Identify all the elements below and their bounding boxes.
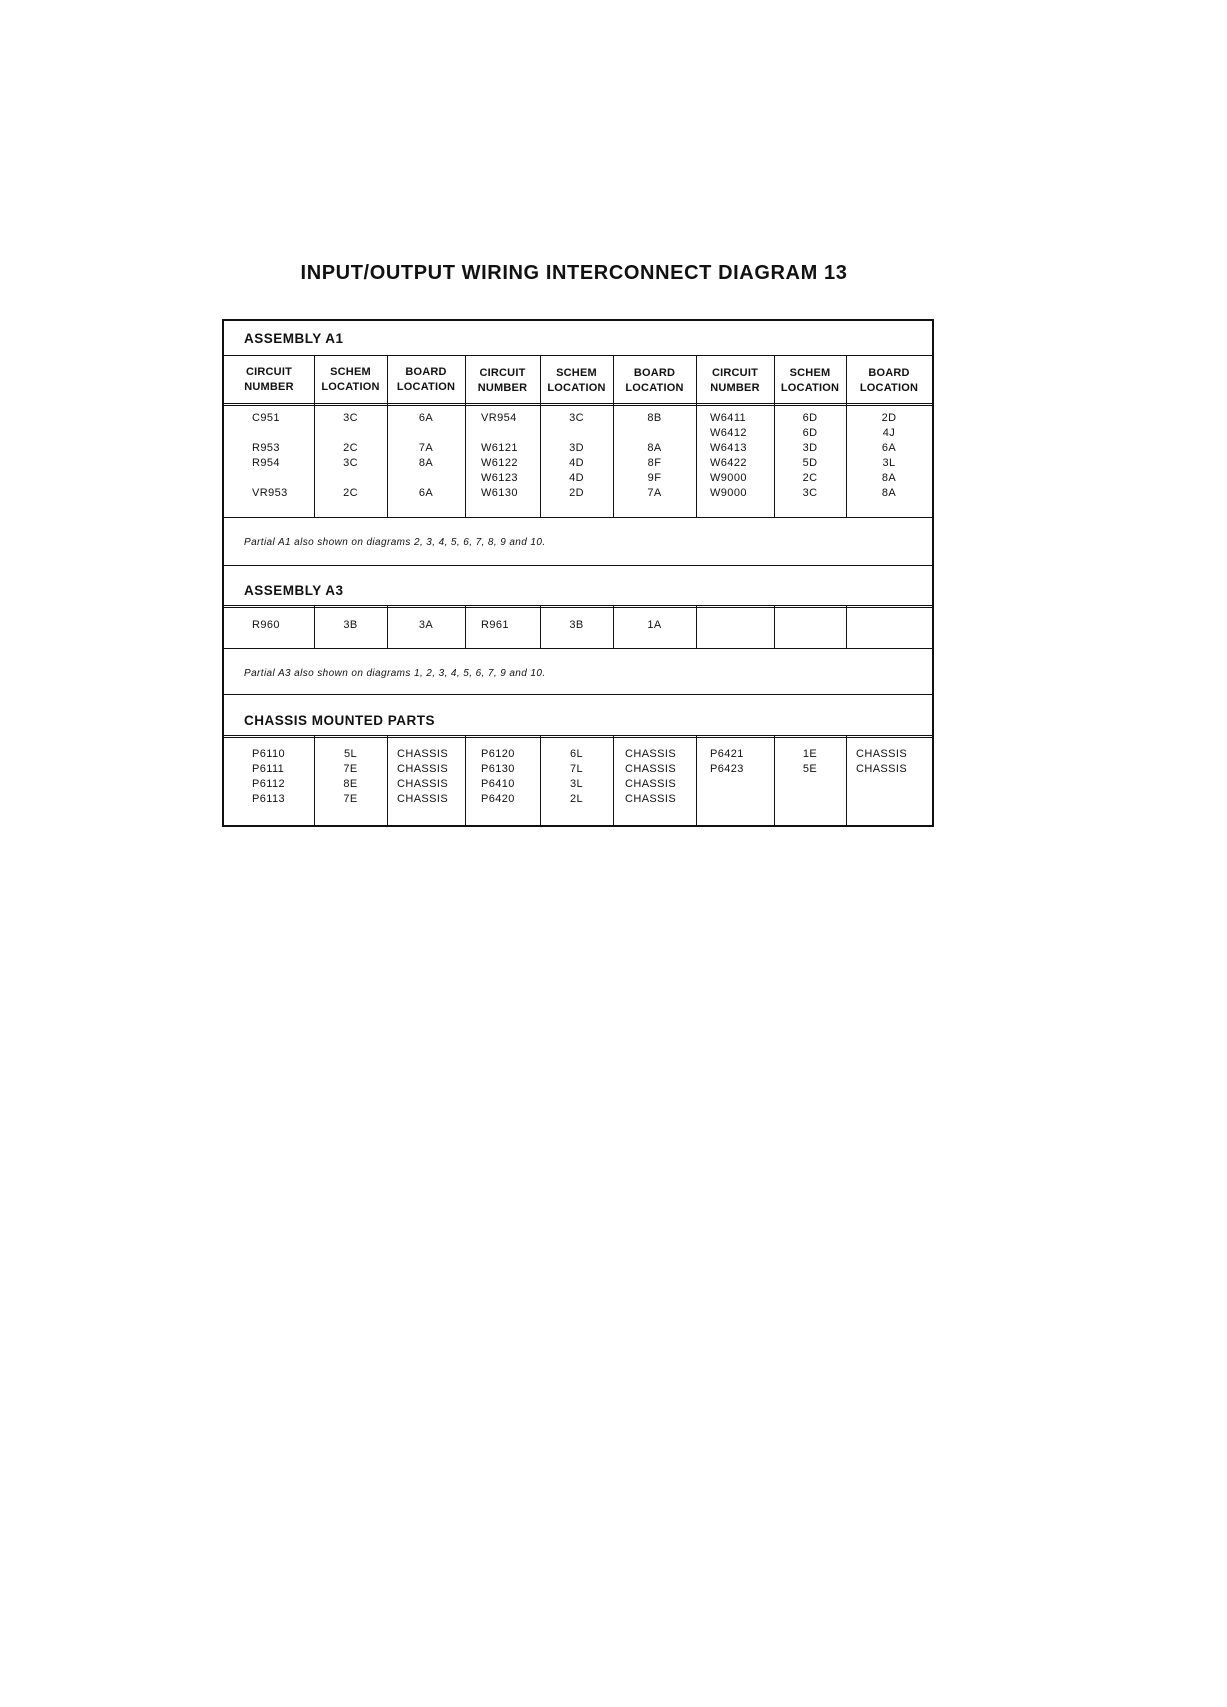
schem-location-cell: 2C [802,472,818,484]
col-header-circuit-number: CIRCUIT NUMBER [477,367,528,394]
divider [224,355,932,356]
column-divider [540,735,541,827]
schem-location-cell: 5L [343,748,358,760]
divider [224,403,932,406]
circuit-number-cell: W6411 [710,412,747,424]
circuit-number-cell: P6130 [481,763,515,775]
board-location-cell: 6A [418,412,434,424]
column-divider [540,605,541,648]
schem-location-cell: 3C [802,487,818,499]
schem-location-cell: 5D [802,457,818,469]
schem-location-cell: 3C [343,457,358,469]
schem-location-cell: 2D [569,487,584,499]
schem-location-cell: 3B [343,619,358,631]
circuit-number-cell: VR954 [481,412,517,424]
schem-location-cell: 3D [569,442,584,454]
circuit-number-cell: R960 [252,619,280,631]
schem-location-cell: 4D [569,472,584,484]
column-divider [774,735,775,827]
board-location-cell: CHASSIS [397,748,449,760]
board-location-cell: CHASSIS [397,763,449,775]
schem-location-cell: 3B [569,619,584,631]
circuit-number-cell: R953 [252,442,280,454]
circuit-number-cell: P6120 [481,748,515,760]
column-divider [696,355,697,517]
diagram-title: INPUT/OUTPUT WIRING INTERCONNECT DIAGRAM 13 [300,262,848,284]
schem-location-cell: 4D [569,457,584,469]
circuit-number-cell: W9000 [710,472,747,484]
board-location-cell: 6A [881,442,897,454]
col-header-circuit-number: CIRCUIT NUMBER [244,366,294,393]
board-location-cell: CHASSIS [397,793,449,805]
schem-location-cell: 7L [569,763,584,775]
column-divider [846,605,847,648]
circuit-number-cell: W6121 [481,442,518,454]
column-divider [465,355,466,517]
board-location-cell: 8A [647,442,662,454]
assembly-a1-note: Partial A1 also shown on diagrams 2, 3, 4, 5, 6, 7, 8, 9 and 10. [244,537,546,548]
circuit-number-cell: W6413 [710,442,747,454]
board-location-cell: 3A [418,619,434,631]
column-divider [314,735,315,827]
circuit-number-cell: P6112 [252,778,285,790]
divider [224,565,932,566]
schem-location-cell: 1E [802,748,818,760]
schem-location-cell: 6D [802,412,818,424]
schem-location-cell: 7E [343,763,358,775]
circuit-number-cell: VR953 [252,487,288,499]
board-location-cell: 8A [418,457,434,469]
column-divider [774,605,775,648]
circuit-number-cell: W6130 [481,487,518,499]
col-header-schem-location: SCHEM LOCATION [321,366,380,393]
circuit-number-cell: R961 [481,619,509,631]
board-location-cell: 7A [418,442,434,454]
chassis-heading: CHASSIS MOUNTED PARTS [244,713,436,728]
schem-location-cell: 2C [343,487,358,499]
schem-location-cell: 2L [569,793,584,805]
circuit-number-cell: P6113 [252,793,285,805]
col-header-schem-location: SCHEM LOCATION [547,367,606,394]
assembly-a3-heading: ASSEMBLY A3 [244,583,344,598]
schem-location-cell: 3C [343,412,358,424]
circuit-number-cell: P6410 [481,778,515,790]
column-divider [387,735,388,827]
col-header-board-location: BOARD LOCATION [859,367,919,394]
assembly-a1-heading: ASSEMBLY A1 [244,331,344,346]
column-divider [314,605,315,648]
board-location-cell: CHASSIS [856,748,908,760]
schem-location-cell: 3L [569,778,584,790]
column-divider [696,735,697,827]
board-location-cell: 8A [881,472,897,484]
column-divider [696,605,697,648]
circuit-number-cell: W6422 [710,457,747,469]
circuit-number-cell: W6123 [481,472,518,484]
column-divider [387,355,388,517]
column-divider [465,605,466,648]
circuit-number-cell: W9000 [710,487,747,499]
schem-location-cell: 3C [569,412,584,424]
circuit-number-cell: P6421 [710,748,744,760]
column-divider [387,605,388,648]
board-location-cell: CHASSIS [625,748,677,760]
divider [224,735,932,738]
board-location-cell: 9F [647,472,662,484]
schem-location-cell: 5E [802,763,818,775]
board-location-cell: 7A [647,487,662,499]
schem-location-cell: 6D [802,427,818,439]
column-divider [613,605,614,648]
circuit-number-cell: P6423 [710,763,744,775]
schem-location-cell: 3D [802,442,818,454]
board-location-cell: 8A [881,487,897,499]
divider [224,517,932,518]
board-location-cell: CHASSIS [625,778,677,790]
column-divider [465,735,466,827]
schem-location-cell: 8E [343,778,358,790]
circuit-number-cell: W6122 [481,457,518,469]
board-location-cell: 4J [882,427,896,439]
divider [224,605,932,608]
circuit-number-cell: P6110 [252,748,285,760]
circuit-number-cell: W6412 [710,427,747,439]
column-divider [774,355,775,517]
column-divider [613,355,614,517]
col-header-board-location: BOARD LOCATION [625,367,684,394]
board-location-cell: CHASSIS [625,763,677,775]
column-divider [846,735,847,827]
divider [224,648,932,649]
interconnect-table [222,319,934,827]
board-location-cell: 6A [418,487,434,499]
board-location-cell: 2D [881,412,897,424]
schem-location-cell: 7E [343,793,358,805]
board-location-cell: 8B [647,412,662,424]
column-divider [613,735,614,827]
schem-location-cell: 6L [569,748,584,760]
assembly-a3-note: Partial A3 also shown on diagrams 1, 2, 3, 4, 5, 6, 7, 9 and 10. [244,668,546,679]
circuit-number-cell: C951 [252,412,280,424]
col-header-schem-location: SCHEM LOCATION [780,367,840,394]
column-divider [314,355,315,517]
board-location-cell: CHASSIS [856,763,908,775]
board-location-cell: CHASSIS [397,778,449,790]
circuit-number-cell: P6420 [481,793,515,805]
col-header-board-location: BOARD LOCATION [396,366,456,393]
board-location-cell: CHASSIS [625,793,677,805]
column-divider [846,355,847,517]
schem-location-cell: 2C [343,442,358,454]
circuit-number-cell: P6111 [252,763,285,775]
board-location-cell: 1A [647,619,662,631]
column-divider [540,355,541,517]
board-location-cell: 3L [882,457,896,469]
col-header-circuit-number: CIRCUIT NUMBER [710,367,760,394]
divider [224,694,932,695]
board-location-cell: 8F [647,457,662,469]
circuit-number-cell: R954 [252,457,280,469]
